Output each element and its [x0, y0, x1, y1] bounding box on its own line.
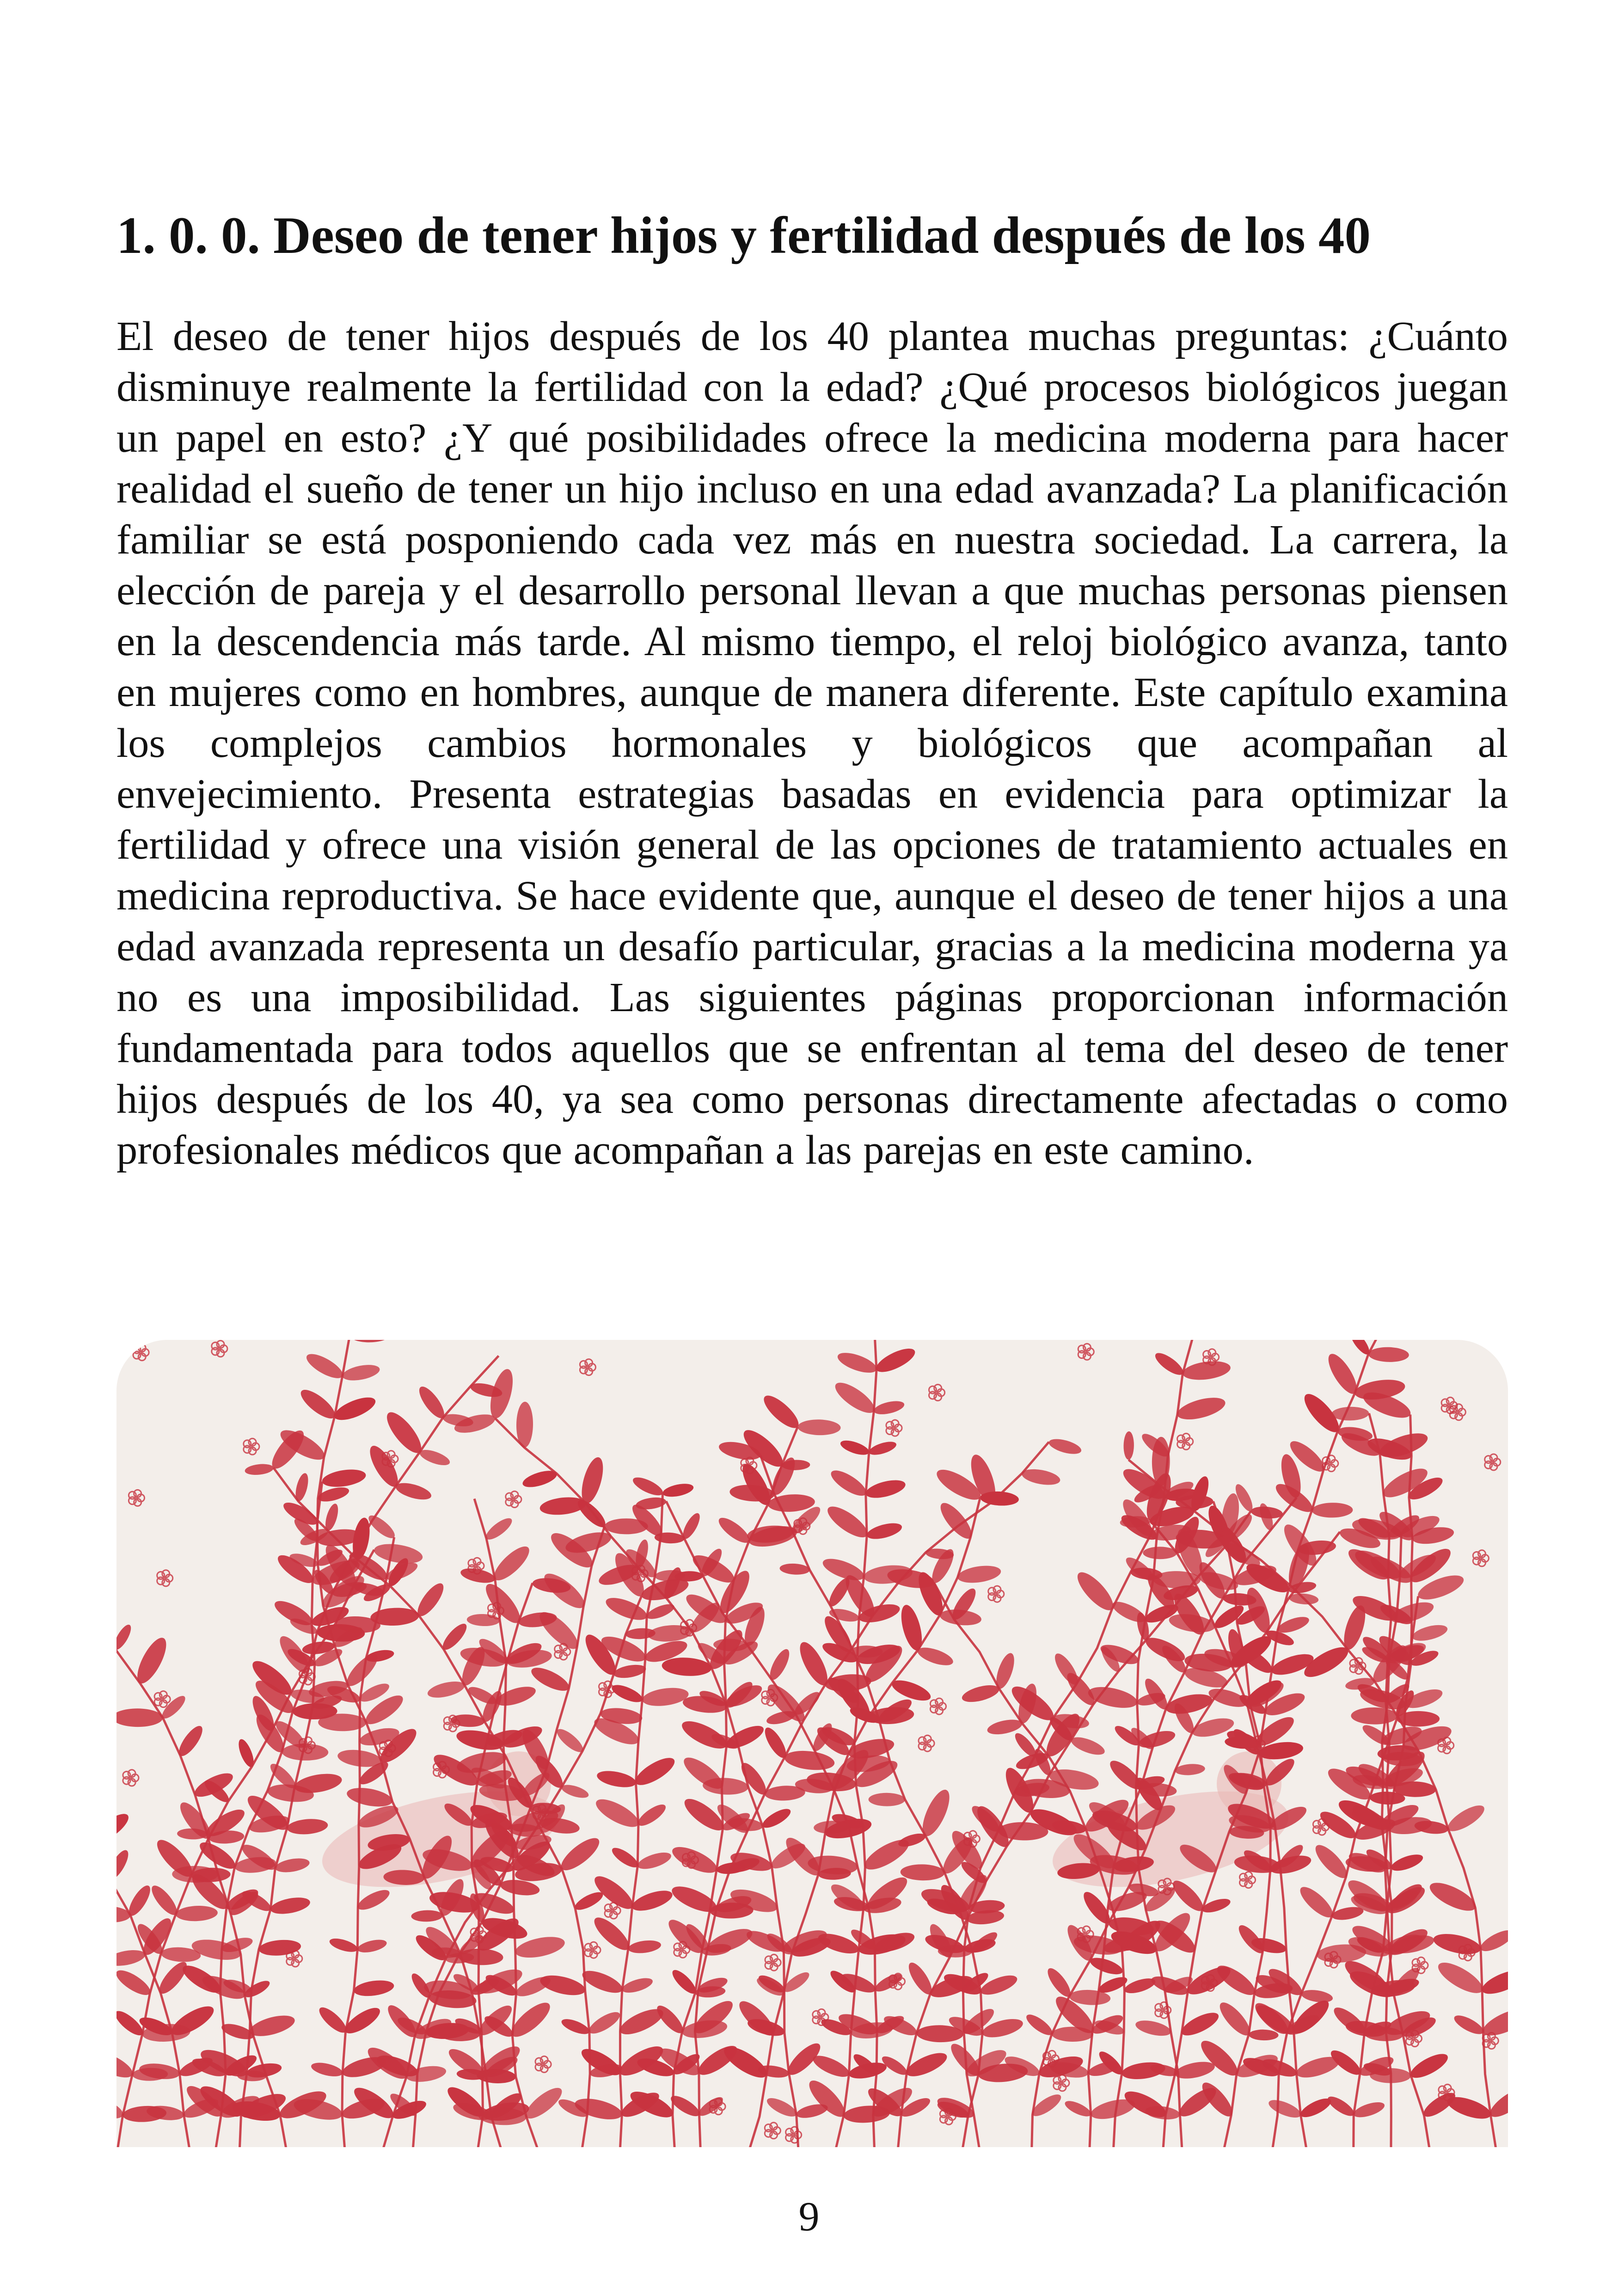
- section-heading: 1. 0. 0. Deseo de tener hijos y fertilidad después de los 40: [116, 207, 1371, 264]
- botanical-illustration: [116, 1340, 1508, 2147]
- botanical-pattern-graphic: [116, 1340, 1508, 2147]
- page-number: 9: [798, 2194, 820, 2240]
- body-paragraph: El deseo de tener hijos después de los 40 plantea muchas preguntas: ¿Cuánto disminuye realmente la fertilidad con la edad? ¿Qué procesos biológicos juegan un papel en esto? ¿Y qué posibilidades ofrece la medicina moderna para hacer realidad el sueño de tener un hijo incluso en una edad avanzada? La planificación familiar se está posponiendo cada vez más en nuestra sociedad. La carrera, la elección de pareja y el desarrollo personal llevan a que muchas personas piensen en la descendencia más tarde. Al mismo tiempo, el reloj biológico avanza, tanto en mujeres como en hombres, aunque de manera diferente. Este capítulo examina los complejos cambios hormonales y biológicos que acompañan al envejecimiento. Presenta estrategias basadas en evidencia para optimizar la fertilidad y ofrece una visión general de las opciones de tratamiento actuales en medicina reproductiva. Se hace evidente que, aunque el deseo de tener hijos a una edad avanzada representa un desafío particular, gracias a la medicina moderna ya no es una imposibilidad. Las siguientes páginas proporcionan información fundamentada para todos aquellos que se enfrentan al tema del deseo de tener hijos después de los 40, ya sea como personas directamente afectadas o como profesionales médicos que acompañan a las parejas en este camino.: [116, 313, 1508, 1173]
